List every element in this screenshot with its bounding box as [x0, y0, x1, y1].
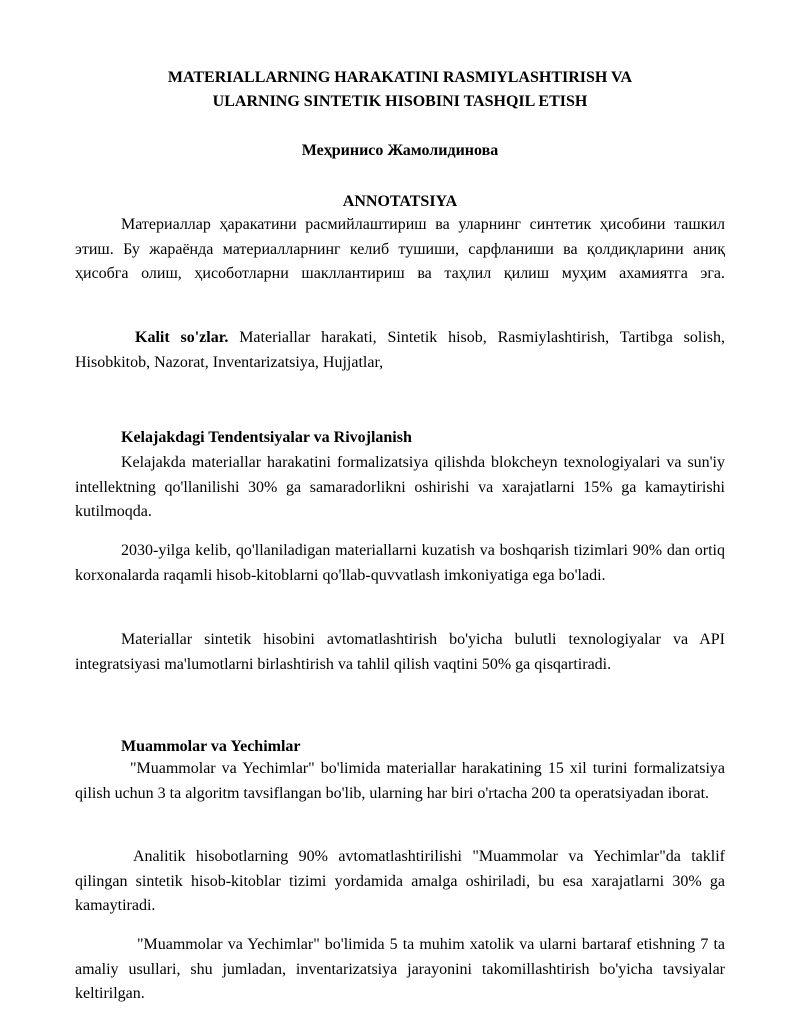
annotation-heading: ANNOTATSIYA: [342, 193, 458, 210]
annotation-body: Материаллар ҳаракатини расмийлаштириш ва уларнинг синтетик ҳисобини ташкил этиш. Бу жараёнда материалларнинг келиб тушиши, сарфланиши ва қолдиқларини аниқ ҳисобга олиш, ҳисоботларни шакллантириш ва таҳлил қилиш муҳим ахамиятга эга.: [75, 216, 725, 282]
keywords-text: Materiallar harakati, Sintetik hisob, Rasmiylashtirish, Tartibga solish, Hisobkitob, Nazorat, Inventarizatsiya, Hujjatlar,: [75, 329, 725, 371]
title-line-1: MATERIALLARNING HARAKATINI RASMIYLASHTIRISH VA: [167, 69, 633, 86]
section-paragraph: "Muammolar va Yechimlar" bo'limida 5 ta muhim xatolik va ularni bartaraf etishning 7 ta amaliy usullari, shu jumladan, inventarizatsiya jarayonini takomillashtirish bo'yicha tavsiyalar keltirilgan.: [75, 936, 725, 1002]
section-paragraph: 2030-yilga kelib, qo'llaniladigan materiallarni kuzatish va boshqarish tizimlari 90% dan ortiq korxonalarda raqamli hisob-kitoblarni qo'llab-quvvatlash imkoniyatiga ega bo'ladi.: [75, 542, 725, 584]
title-line-2: ULARNING SINTETIK HISOBINI TASHQIL ETISH: [212, 93, 588, 110]
keywords-label: Kalit so'zlar.: [135, 329, 229, 346]
author-name: Меҳринисо Жамолидинова: [301, 142, 499, 159]
section-paragraph: Kelajakda materiallar harakatini formalizatsiya qilishda blokcheyn texnologiyalari va sun'iy intellektning qo'llanilishi 30% ga samaradorlikni oshirishi va xarajatlarni 15% ga kamaytirishi kutilmoqda.: [75, 454, 725, 520]
section-paragraph: Analitik hisobotlarning 90% avtomatlashtirilishi "Muammolar va Yechimlar"da taklif qilingan sintetik hisob-kitoblar tizimi yordamida amalga oshiriladi, bu esa xarajatlarni 30% ga kamaytiradi.: [75, 848, 725, 914]
section-paragraph: "Muammolar va Yechimlar" bo'limida materiallar harakatining 15 xil turini formalizatsiya qilish uchun 3 ta algoritm tavsiflangan bo'lib, ularning har biri o'rtacha 200 ta operatsiyadan iborat.: [75, 760, 725, 802]
keywords-paragraph: [75, 325, 725, 375]
section-heading: Muammolar va Yechimlar: [121, 738, 301, 755]
section-paragraph: Materiallar sintetik hisobini avtomatlashtirish bo'yicha bulutli texnologiyalar va API integratsiyasi ma'lumotlarni birlashtirish va tahlil qilish vaqtini 50% ga qisqartiradi.: [75, 631, 725, 673]
section-heading: Kelajakdagi Tendentsiyalar va Rivojlanish: [121, 429, 412, 446]
document-title: [0, 66, 800, 114]
